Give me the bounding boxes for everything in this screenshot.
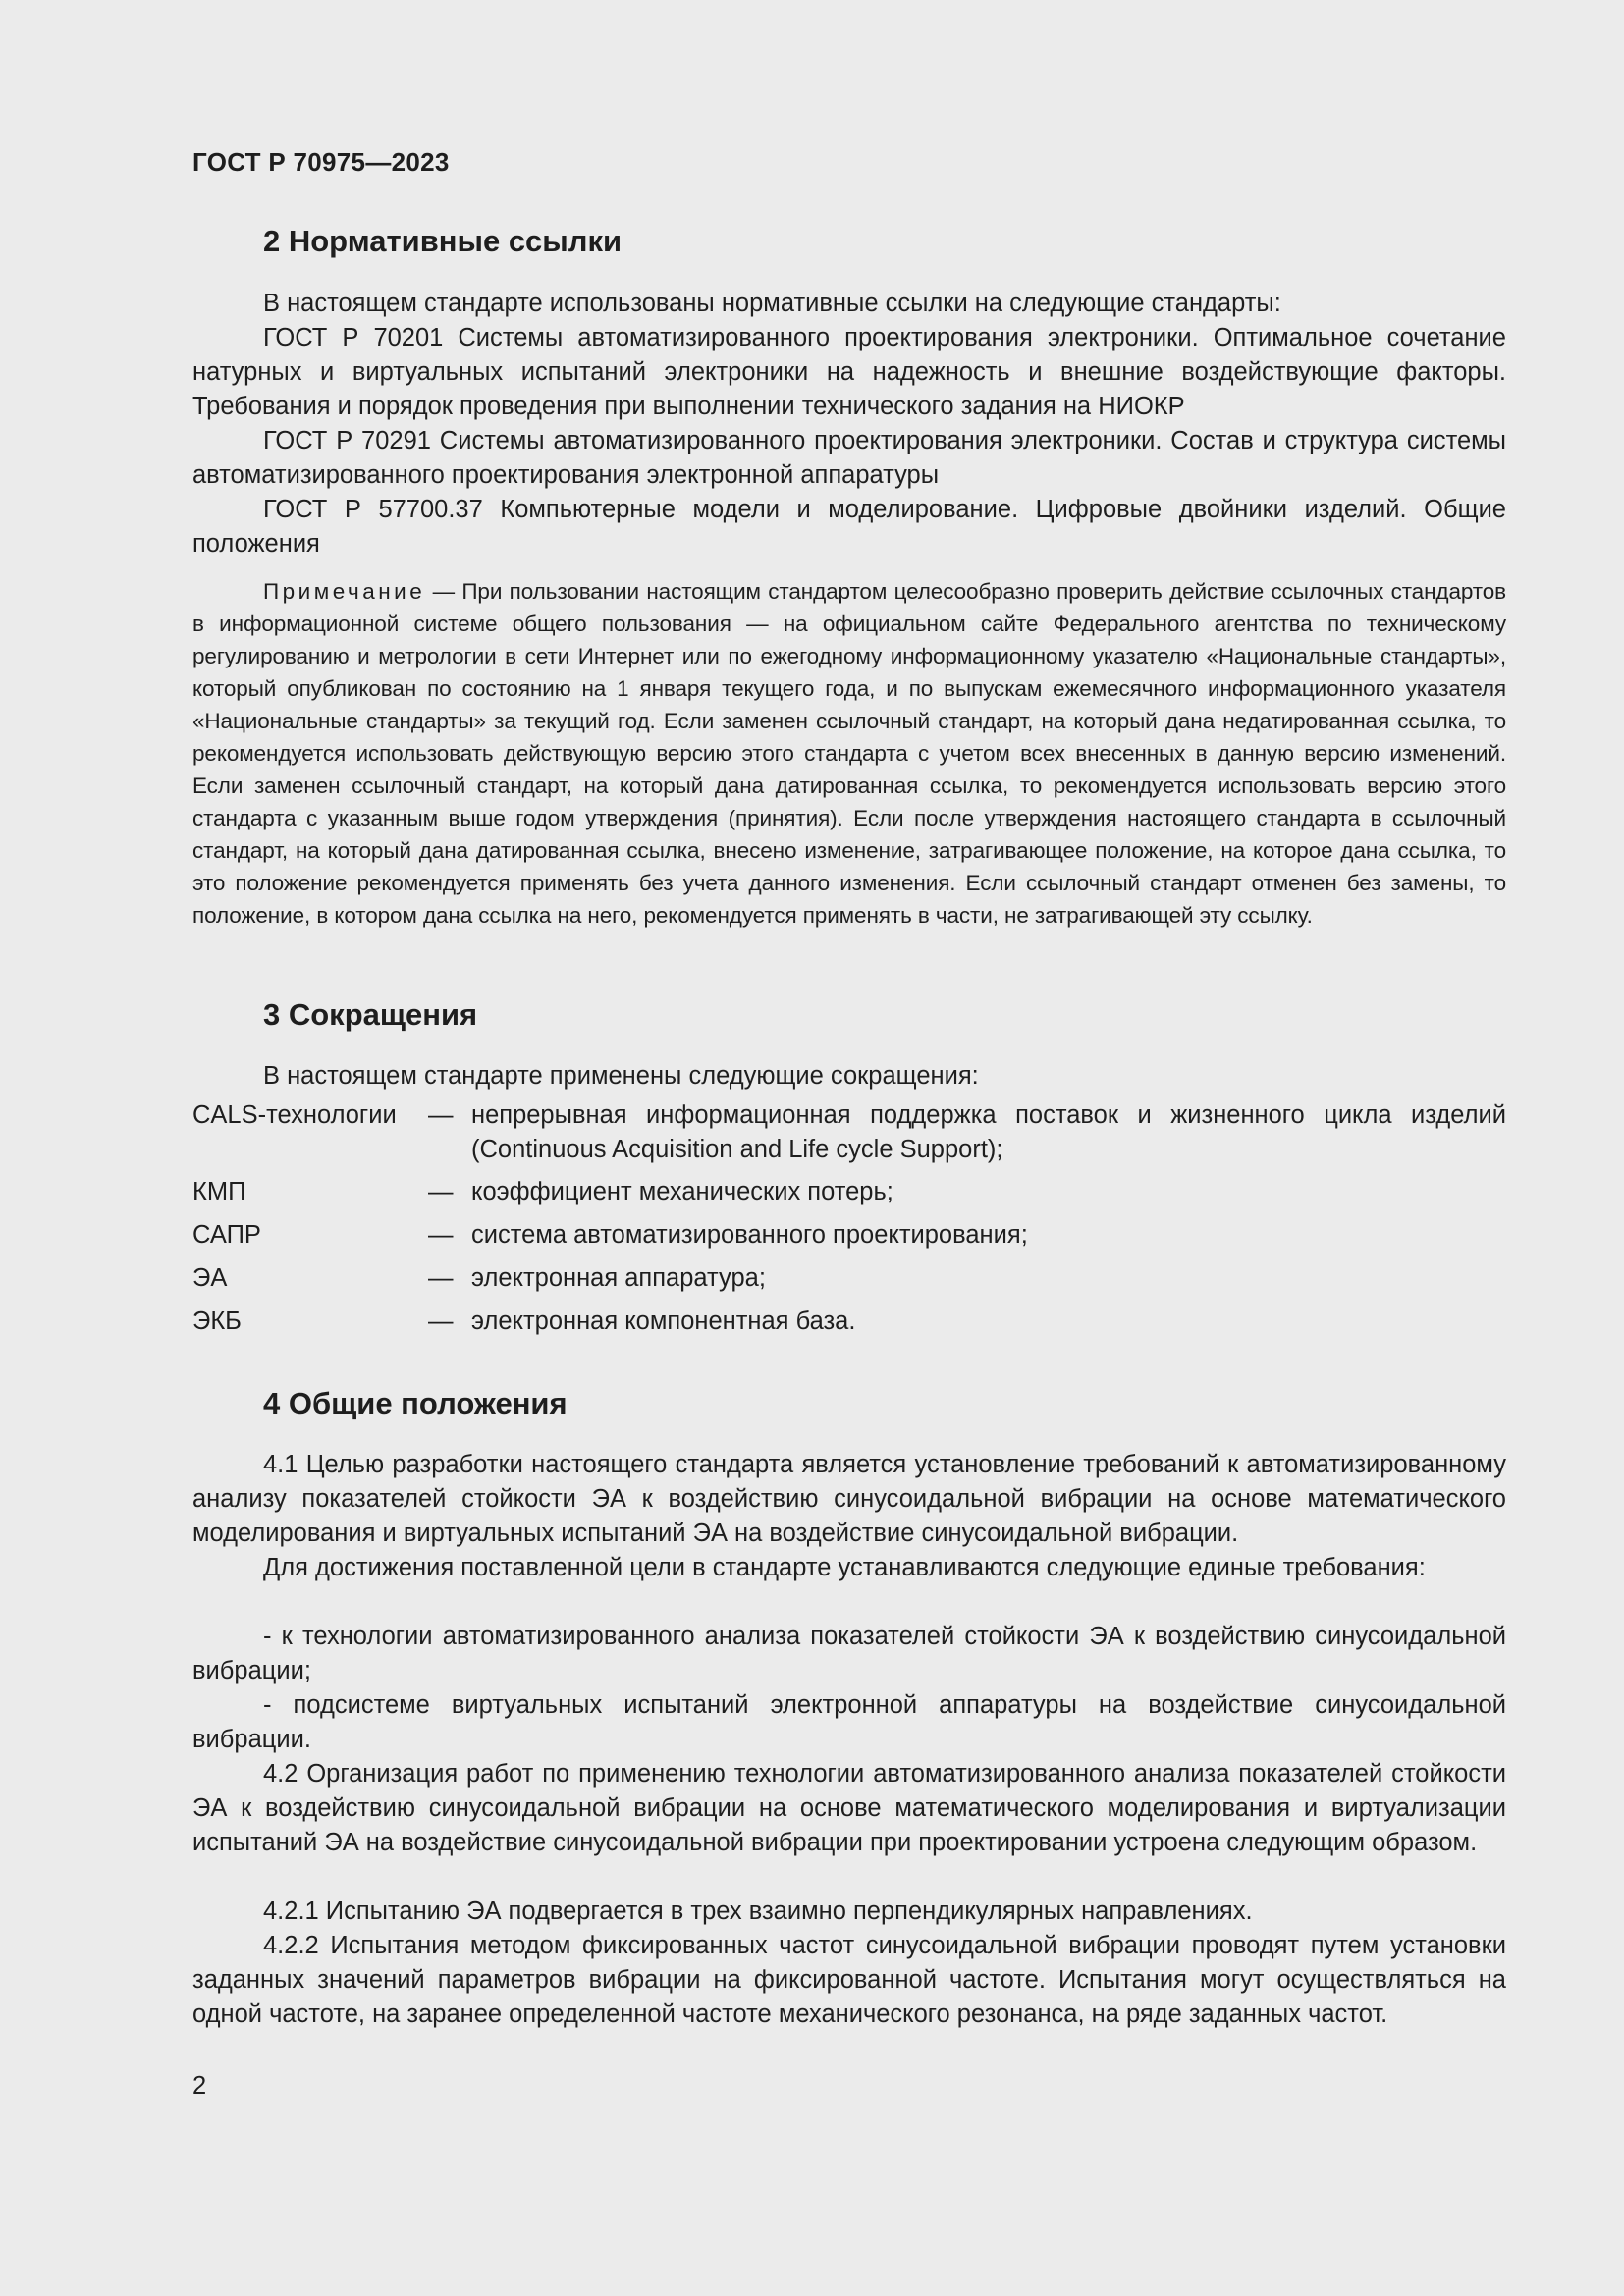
abbreviation-term: САПР xyxy=(192,1221,261,1249)
abbreviation-row xyxy=(192,1098,1506,1167)
page-number: 2 xyxy=(192,2072,207,2100)
abbreviation-term: КМП xyxy=(192,1178,246,1205)
reference-gost-70291: ГОСТ Р 70291 Системы автоматизированного проектирования электроники. Состав и структура системы автоматизированного проектирования электронной аппаратуры xyxy=(192,427,1506,489)
section-3-title: 3 Сокращения xyxy=(263,997,478,1032)
section-2-intro: В настоящем стандарте использованы нормативные ссылки на следующие стандарты: xyxy=(263,290,1281,317)
note-text: — При пользовании настоящим стандартом целесообразно проверить действие ссылочных стандартов в информационной системе общего пользования — на официальном сайте Федерального агентства по техническому регулированию и метрологии в сети Интернет или по ежегодному информационному указателю «Национальные стандарты», который опубликован по состоянию на 1 января текущего года, и по выпускам ежемесячного информационного указателя «Национальные стандарты» за текущий год. Если заменен ссылочный стандарт, на который дана недатированная ссылка, то рекомендуется использовать действующую версию этого стандарта с учетом всех внесенных в данную версию изменений. Если заменен ссылочный стандарт, на который дана датированная ссылка, то рекомендуется использовать версию этого стандарта с указанным выше годом утверждения (принятия). Если после утверждения настоящего стандарта в ссылочный стандарт, на который дана датированная ссылка, внесено изменение, затрагивающее положение, на которое дана ссылка, то это положение рекомендуется применять без учета данного изменения. Если ссылочный стандарт отменен без замены, то положение, в котором дана ссылка на него, рекомендуется применять в части, не затрагивающей эту ссылку. xyxy=(192,579,1506,928)
note-label: Примечание xyxy=(263,579,426,604)
section-2-title: 2 Нормативные ссылки xyxy=(263,224,623,258)
abbreviation-row xyxy=(192,1218,1506,1253)
list-item: - к технологии автоматизированного анализа показателей стойкости ЭА к воздействию синусоидальной вибрации; xyxy=(192,1623,1506,1684)
section-3-intro: В настоящем стандарте применены следующие сокращения: xyxy=(263,1062,979,1090)
abbreviation-dash: — xyxy=(428,1101,454,1129)
abbreviation-definition: система автоматизированного проектирования; xyxy=(471,1221,1028,1249)
clause-4-2: 4.2 Организация работ по применению технологии автоматизированного анализа показателей стойкости ЭА к воздействию синусоидальной вибрации на основе математического моделирования и виртуализации испытаний ЭА на воздействие синусоидальной вибрации при проектировании устроена следующим образом. xyxy=(192,1760,1506,1856)
clause-4-1: 4.1 Целью разработки настоящего стандарта является установление требований к автоматизированному анализу показателей стойкости ЭА к воздействию синусоидальной вибрации на основе математического моделирования и виртуальных испытаний ЭА на воздействие синусоидальной вибрации. xyxy=(192,1451,1506,1547)
list-item: - подсистеме виртуальных испытаний электронной аппаратуры на воздействие синусоидальной вибрации. xyxy=(192,1691,1506,1753)
abbreviation-dash: — xyxy=(428,1264,454,1292)
abbreviation-row xyxy=(192,1261,1506,1296)
clause-4-2-1: 4.2.1 Испытанию ЭА подвергается в трех взаимно перпендикулярных направлениях. xyxy=(263,1897,1253,1925)
abbreviation-term: CALS-технологии xyxy=(192,1101,397,1129)
abbreviation-term: ЭА xyxy=(192,1264,228,1292)
abbreviation-term: ЭКБ xyxy=(192,1308,242,1335)
clause-4-2-2: 4.2.2 Испытания методом фиксированных частот синусоидальной вибрации проводят путем установки заданных значений параметров вибрации на фиксированной частоте. Испытания могут осуществляться на одной частоте, на заранее определенной частоте механического резонанса, на ряде заданных частот. xyxy=(192,1932,1506,2028)
abbreviation-definition: электронная аппаратура; xyxy=(471,1264,766,1292)
reference-gost-70201: ГОСТ Р 70201 Системы автоматизированного проектирования электроники. Оптимальное сочетание натурных и виртуальных испытаний электроники на надежность и внешние воздействующие факторы. Требования и порядок проведения при выполнении технического задания на НИОКР xyxy=(192,324,1506,420)
section-2-note xyxy=(192,575,1506,932)
section-4-title: 4 Общие положения xyxy=(263,1386,568,1420)
clause-4-1-requirements: Для достижения поставленной цели в стандарте устанавливаются следующие единые требования: xyxy=(263,1554,1426,1581)
abbreviation-dash: — xyxy=(428,1221,454,1249)
abbreviation-row xyxy=(192,1175,1506,1209)
abbreviation-definition: электронная компонентная база. xyxy=(471,1308,856,1335)
abbreviation-dash: — xyxy=(428,1178,454,1205)
abbreviation-row xyxy=(192,1305,1506,1339)
document-header: ГОСТ Р 70975—2023 xyxy=(192,147,450,177)
abbreviation-definition: непрерывная информационная поддержка поставок и жизненного цикла изделий (Continuous Acquisition and Life cycle Support); xyxy=(471,1101,1506,1163)
abbreviation-definition: коэффициент механических потерь; xyxy=(471,1178,893,1205)
reference-gost-57700-37: ГОСТ Р 57700.37 Компьютерные модели и моделирование. Цифровые двойники изделий. Общие положения xyxy=(192,496,1506,558)
abbreviation-dash: — xyxy=(428,1308,454,1335)
